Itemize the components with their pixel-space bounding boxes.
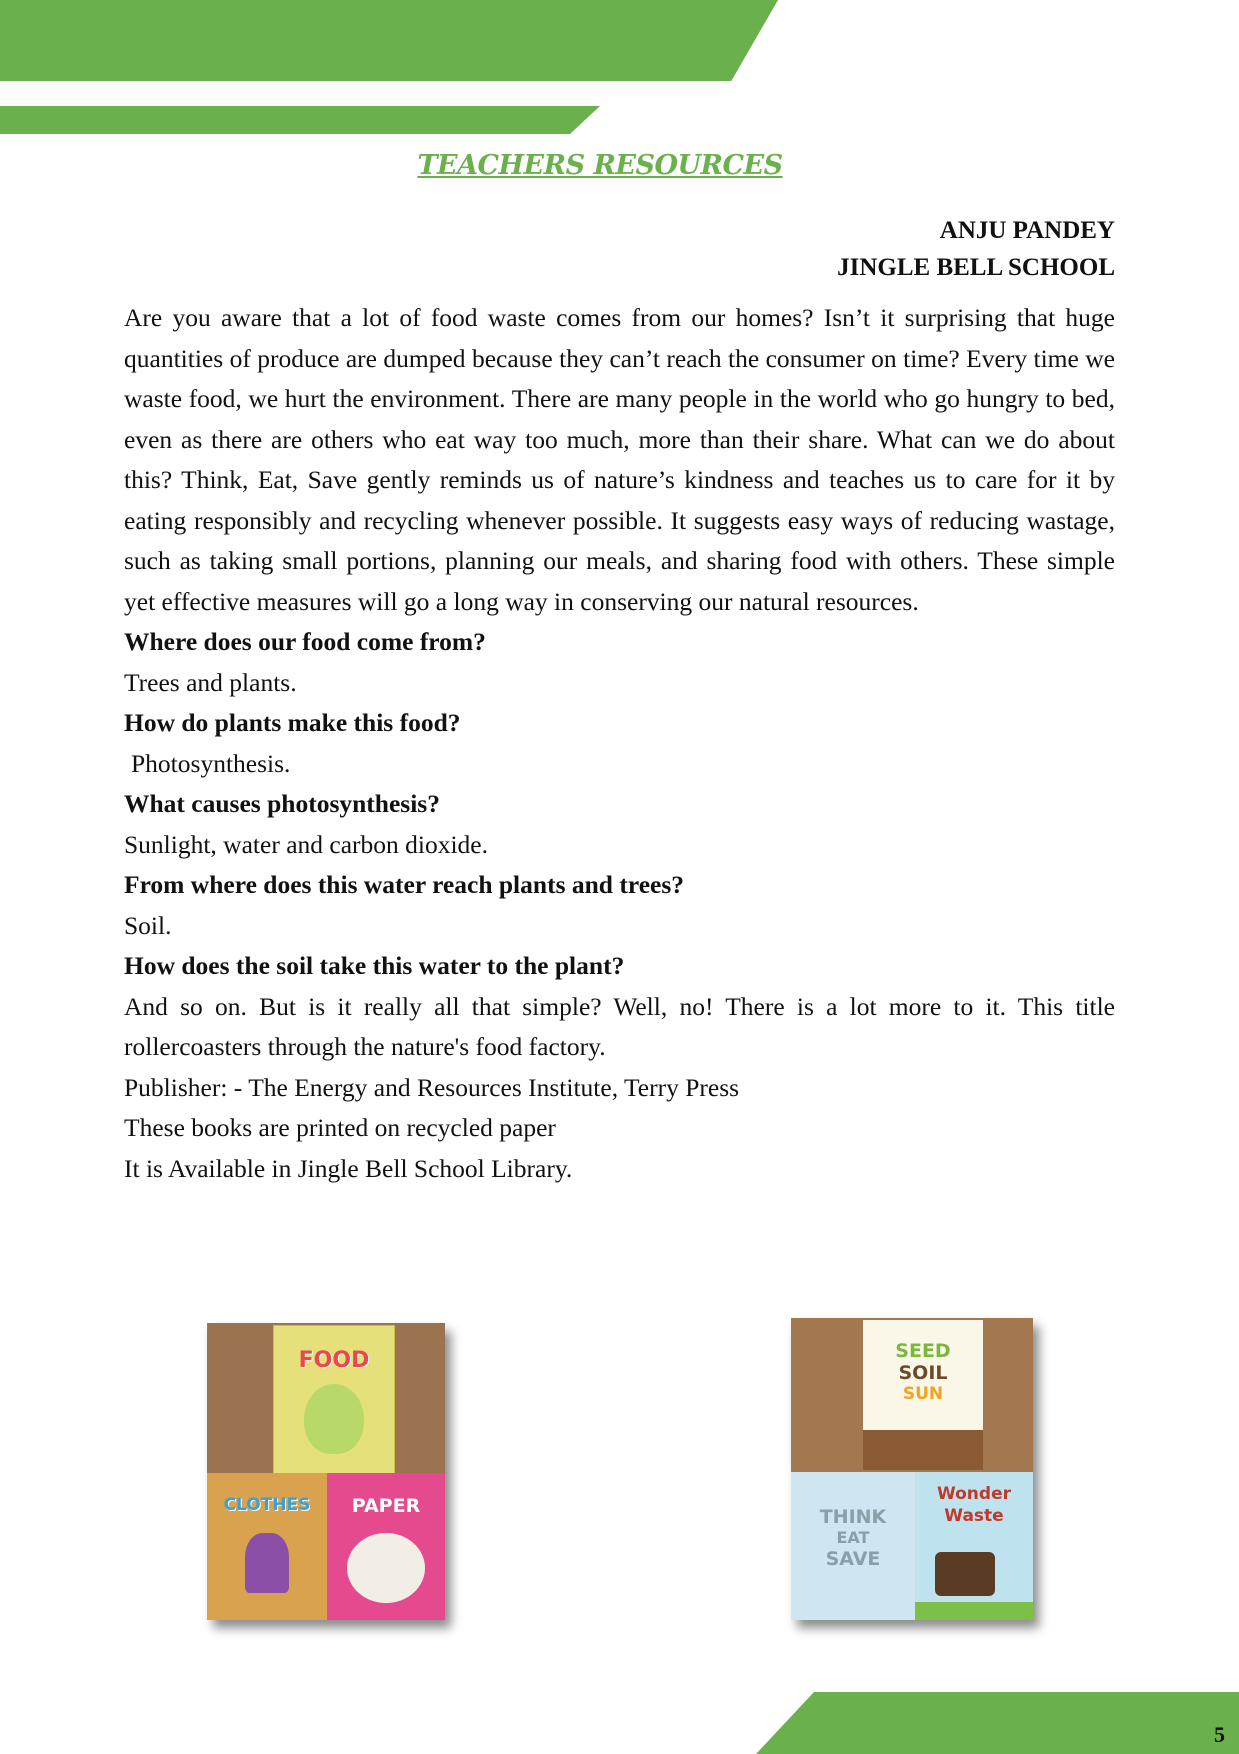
- article-body: [124, 298, 1115, 1189]
- book-cover-wonder-waste: Wonder Waste: [915, 1472, 1033, 1620]
- book-cover-seed-soil-sun: SEED SOIL SUN: [863, 1320, 983, 1470]
- question: Where does our food come from?: [124, 627, 486, 656]
- book-photo-left: [207, 1323, 445, 1620]
- closing-paragraph: And so on. But is it really all that simple? Well, no! There is a lot more to it. This title rollercoasters through the nature's food factory.: [124, 991, 1115, 1061]
- recycled-note: These books are printed on recycled paper: [124, 1113, 556, 1142]
- book-photo-right: [791, 1318, 1033, 1620]
- author-school: JINGLE BELL SCHOOL: [837, 254, 1115, 281]
- answer: Trees and plants.: [124, 667, 297, 697]
- book-cover-paper: PAPER: [327, 1473, 445, 1620]
- book-cover-clothes: CLOTHES: [207, 1473, 327, 1620]
- availability-note: It is Available in Jingle Bell School Library.: [124, 1153, 573, 1183]
- book-cover-think-eat-save: THINK EAT SAVE: [791, 1472, 915, 1620]
- author-name: ANJU PANDEY: [939, 217, 1115, 244]
- publisher-line: Publisher: - The Energy and Resources Institute, Terry Press: [124, 1072, 740, 1102]
- book-cover-food: FOOD: [273, 1325, 395, 1477]
- question: How do plants make this food?: [124, 708, 461, 737]
- question: What causes photosynthesis?: [124, 789, 440, 818]
- header-green-stripe: [0, 106, 600, 134]
- answer: Photosynthesis.: [131, 748, 291, 778]
- page-number: 5: [1214, 1722, 1225, 1747]
- author-byline: [837, 212, 1115, 286]
- question: How does the soil take this water to the plant?: [124, 951, 625, 980]
- footer-green-band: [756, 1692, 1239, 1754]
- header-green-band: [0, 0, 778, 81]
- page-title: TEACHERS RESOURCES: [417, 150, 783, 181]
- question: From where does this water reach plants and trees?: [124, 870, 685, 899]
- answer: Soil.: [124, 910, 172, 940]
- intro-paragraph: Are you aware that a lot of food waste comes from our homes? Isn’t it surprising that huge quantities of produce are dumped because they can’t reach the consumer on time? Every time we waste food, we hurt the environment. There are many people in the world who go hungry to bed, even as there are others who eat way too much, more than their share. What can we do about this? Think, Eat, Save gently reminds us of nature’s kindness and teaches us to care for it by eating responsibly and recycling whenever possible. It suggests easy ways of reducing wastage, such as taking small portions, planning our meals, and sharing food with others. These simple yet effective measures will go a long way in conserving our natural resources.: [124, 303, 1115, 616]
- answer: Sunlight, water and carbon dioxide.: [124, 829, 488, 859]
